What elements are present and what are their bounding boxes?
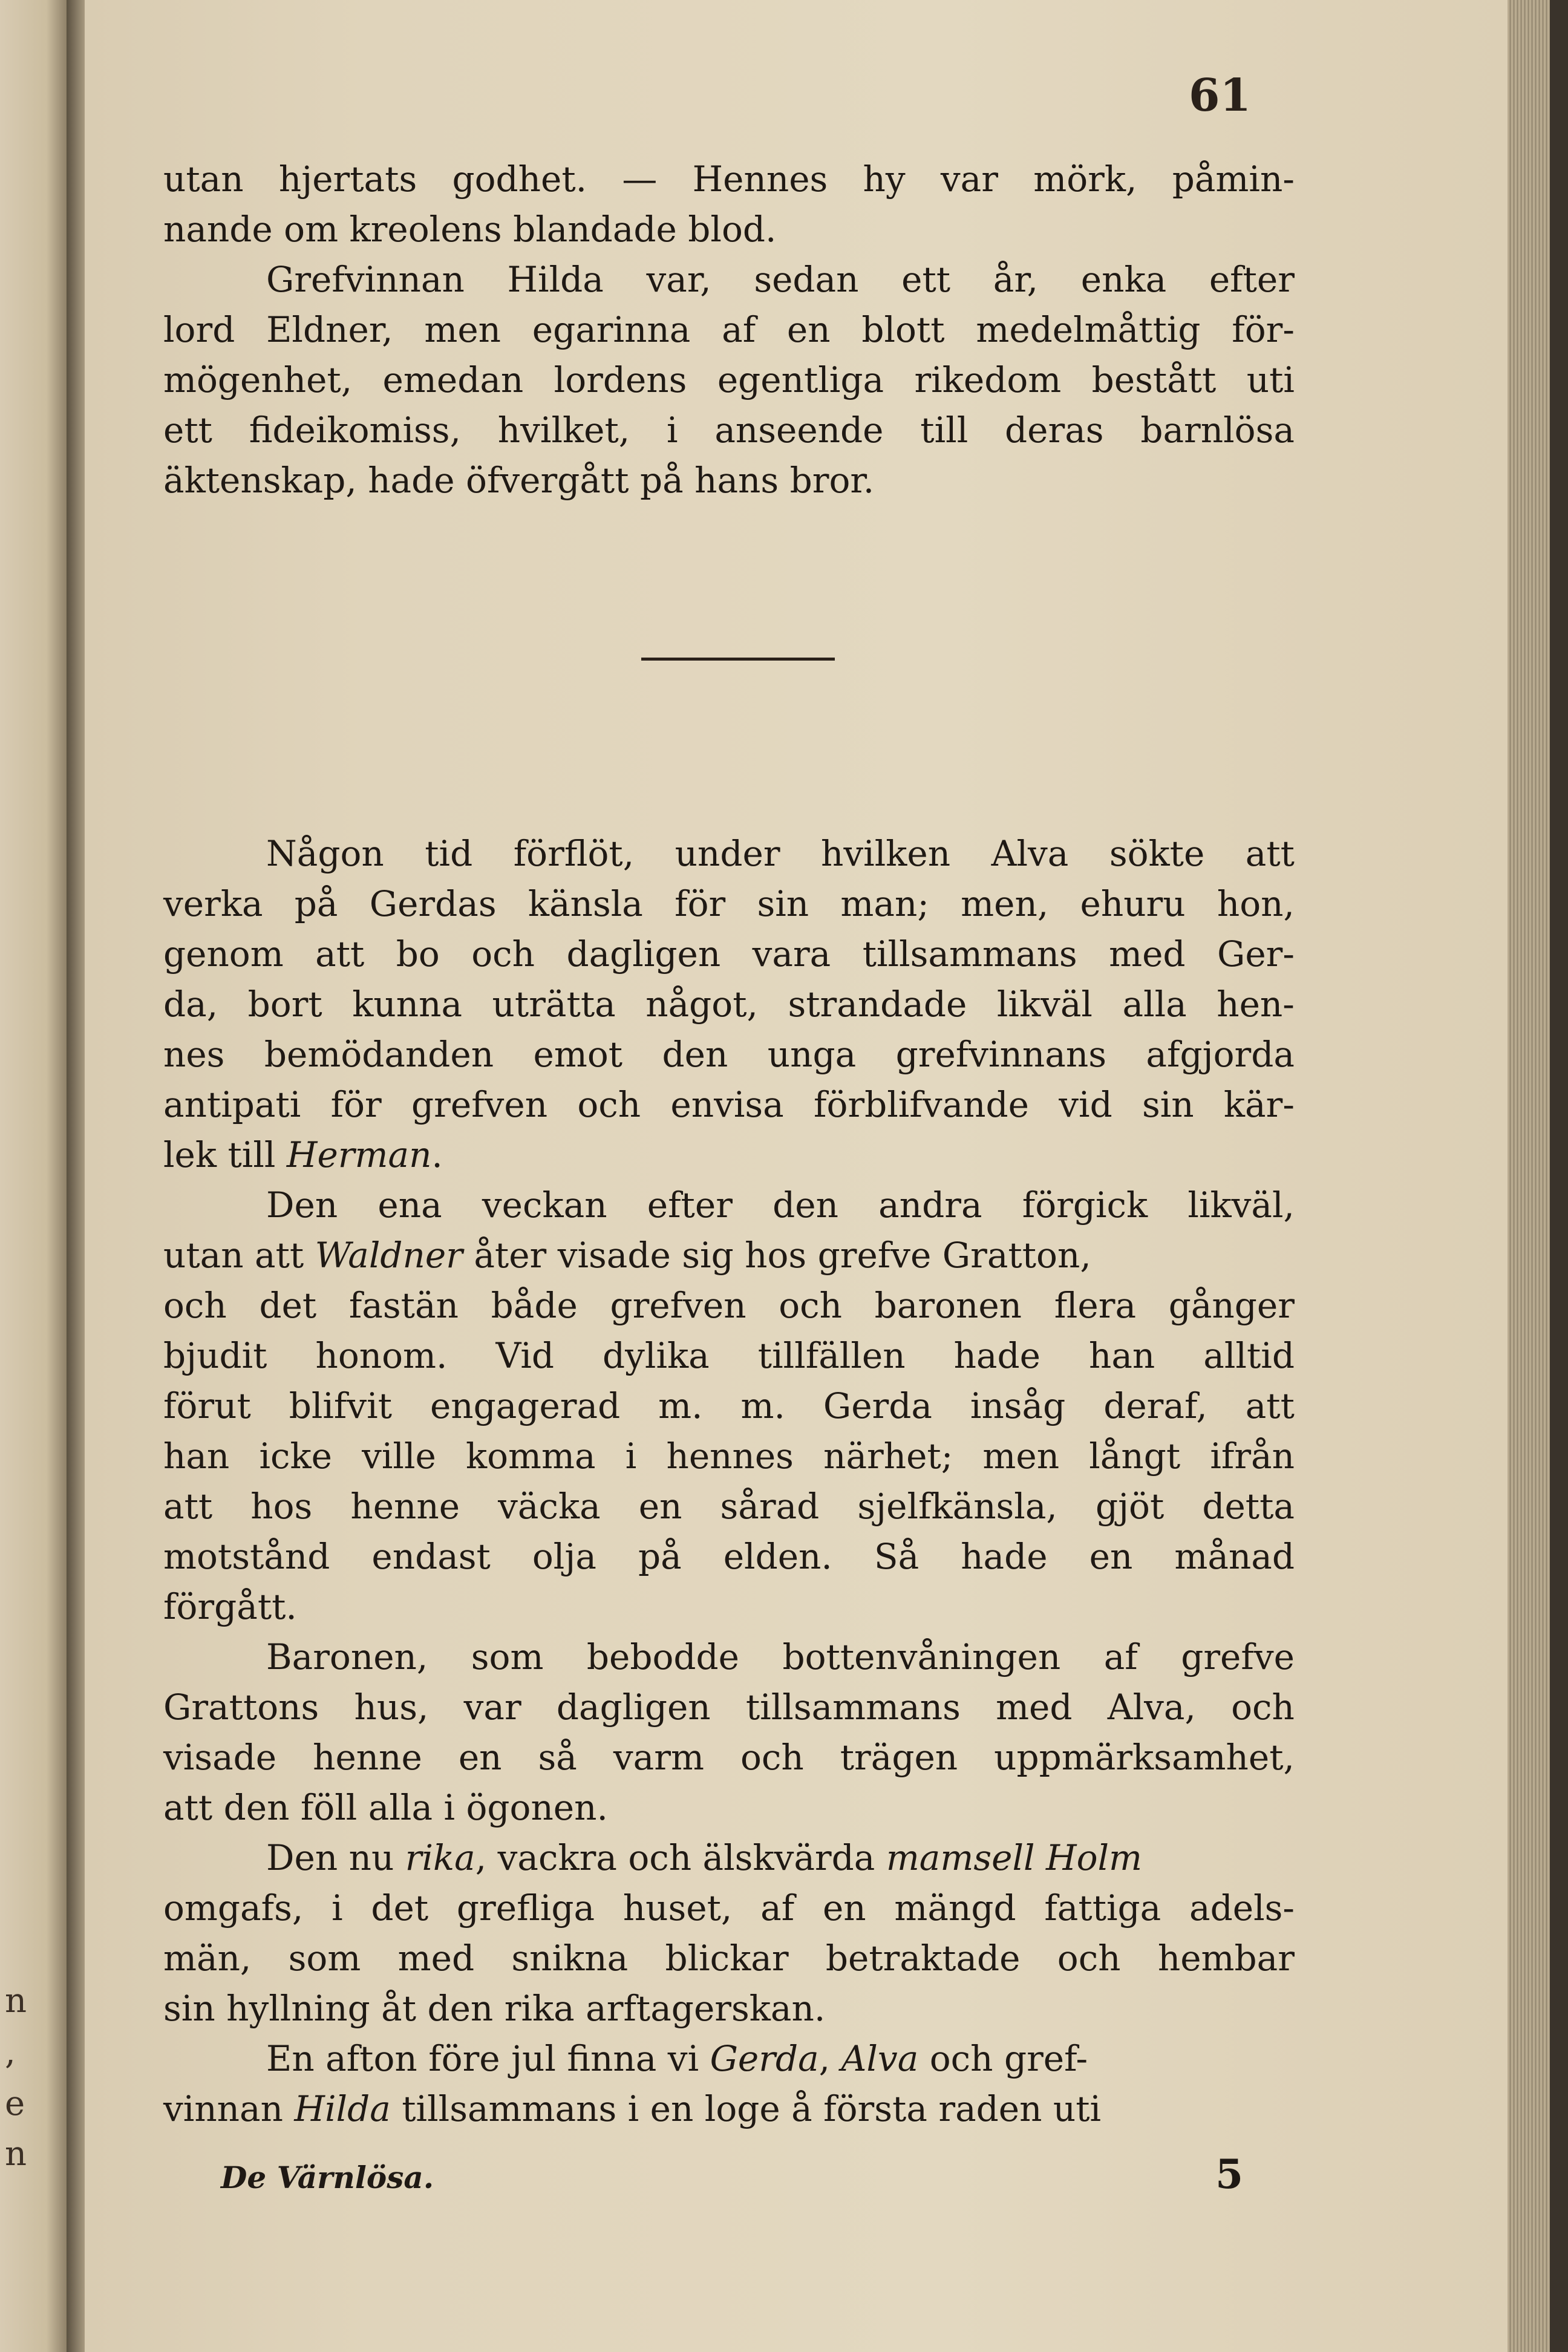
word: grefliga [456, 1887, 595, 1929]
word: endast [371, 1536, 491, 1577]
word: hvilken [821, 833, 951, 874]
word: fastän [348, 1285, 459, 1326]
word: tillsammans [862, 933, 1077, 975]
word: att [1245, 1385, 1295, 1426]
word: adels- [1189, 1887, 1295, 1929]
word: var, [646, 259, 711, 300]
text-line [163, 929, 1295, 979]
word: känsla [528, 883, 643, 924]
word: Eldner, [266, 309, 393, 350]
word: hvilket, [497, 410, 630, 451]
word: likväl [996, 984, 1093, 1025]
word: lord [163, 309, 235, 350]
word: snikna [511, 1938, 629, 1979]
word: att [1245, 833, 1295, 874]
word: men [982, 1436, 1060, 1477]
word: närhet; [823, 1436, 953, 1477]
word: på [638, 1536, 682, 1577]
word: att [315, 933, 365, 975]
page-footer [221, 2151, 1249, 2198]
word: Gerda [823, 1385, 932, 1426]
word: antipati [163, 1084, 301, 1125]
text-line [163, 405, 1295, 456]
word: andra [878, 1184, 982, 1226]
word: Vid [495, 1335, 555, 1376]
word: grefven [411, 1084, 548, 1125]
text-line [163, 154, 1295, 204]
word: mängd [894, 1887, 1016, 1929]
word: af [722, 309, 756, 350]
text-line: äktenskap, hade öfvergått på hans bror. [163, 460, 875, 501]
text-line [163, 1883, 1295, 1933]
text-line: förgått. [163, 1586, 297, 1627]
text-line [163, 1632, 1295, 1682]
word: visade [163, 1737, 277, 1778]
word: men, [961, 883, 1049, 924]
word: Så [874, 1536, 920, 1577]
word: dagligen [556, 1687, 711, 1728]
word: bestått [1091, 359, 1217, 400]
word: blott [861, 309, 945, 350]
word: enka [1080, 259, 1167, 300]
word: ehuru [1080, 883, 1186, 924]
word: anseende [714, 410, 884, 451]
word: bo [396, 933, 440, 975]
word: tillsammans [745, 1687, 961, 1728]
text-line [163, 829, 1295, 879]
word: Den [266, 1184, 338, 1226]
word: bort [247, 984, 322, 1025]
word: emedan [382, 359, 524, 400]
word: år, [993, 259, 1039, 300]
text-line [163, 1030, 1295, 1080]
word: strandade [788, 984, 967, 1025]
word-rika: rika [405, 1837, 475, 1878]
word: en [822, 1887, 866, 1929]
text-line: sin hyllning åt den rika arftagerskan. [163, 1988, 826, 2029]
signature-mark: 5 [1215, 2151, 1243, 2198]
word: så [538, 1737, 577, 1778]
word: kär- [1223, 1084, 1295, 1125]
word: godhet. [452, 158, 587, 200]
word: att [163, 1486, 213, 1527]
word: ifrån [1210, 1436, 1295, 1477]
word: och [740, 1737, 804, 1778]
word: på [294, 883, 338, 924]
margin-fragment: e [5, 2084, 25, 2123]
word: henne [350, 1486, 460, 1527]
word: en [638, 1486, 682, 1527]
word: ville [362, 1436, 436, 1477]
section-divider [641, 658, 835, 661]
word: som [471, 1636, 544, 1677]
word: uppmärksamhet, [994, 1737, 1295, 1778]
text-line [163, 1682, 1295, 1733]
text-line: att den föll alla i ögonen. [163, 1787, 608, 1828]
name-mamsell-holm: mamsell Holm [886, 1837, 1143, 1878]
text-line [163, 1080, 1295, 1130]
word: — [622, 158, 658, 200]
text-line [163, 1331, 1295, 1381]
word: med [1109, 933, 1186, 975]
word: komma [465, 1436, 596, 1477]
word: i [332, 1887, 343, 1929]
word: alla [1122, 984, 1187, 1025]
word: och [471, 933, 535, 975]
word: flera [1054, 1285, 1137, 1326]
word: män, [163, 1938, 252, 1979]
word: emot [533, 1034, 623, 1075]
word: egarinna [532, 309, 691, 350]
name-alva: Alva [841, 2038, 919, 2079]
word: han [163, 1436, 230, 1477]
word: i [625, 1436, 637, 1477]
word: nes [163, 1034, 225, 1075]
word: blickar [665, 1938, 789, 1979]
word: vara [752, 933, 831, 975]
word: fideikomiss, [249, 410, 461, 451]
word: den [773, 1184, 838, 1226]
name-herman: Herman [286, 1134, 432, 1175]
word: alltid [1203, 1335, 1295, 1376]
text-line [163, 1381, 1295, 1431]
word: sjelfkänsla, [857, 1486, 1057, 1527]
word: han [1088, 1335, 1155, 1376]
text-line [163, 1733, 1295, 1783]
word: ett [163, 410, 212, 451]
word: hembar [1157, 1938, 1295, 1979]
word: månad [1174, 1536, 1295, 1577]
word: rikedom [914, 359, 1062, 400]
word: under [675, 833, 780, 874]
word: sökte [1109, 833, 1205, 874]
word: både [491, 1285, 578, 1326]
word: verka [163, 883, 263, 924]
word: förflöt, [513, 833, 635, 874]
word: ett [901, 259, 951, 300]
word: grefven [610, 1285, 746, 1326]
word: vid [1059, 1084, 1112, 1125]
word: af [1103, 1636, 1138, 1677]
text-line: nande om kreolens blandade blod. [163, 209, 777, 250]
word: olja [532, 1536, 596, 1577]
word: hennes [666, 1436, 794, 1477]
running-footer-title: De Värnlösa. [221, 2160, 434, 2195]
text-block-top [163, 154, 1295, 506]
word: påmin- [1172, 158, 1295, 200]
word: icke [259, 1436, 332, 1477]
word: huset, [622, 1887, 733, 1929]
word: m. [658, 1385, 703, 1426]
word: dagligen [566, 933, 721, 975]
text-line: vinnan Hilda tillsammans i en loge å första raden uti [163, 2084, 1295, 2134]
word: var [463, 1687, 521, 1728]
word: och [779, 1285, 842, 1326]
word: bebodde [586, 1636, 740, 1677]
text-line [163, 1481, 1295, 1532]
word: ena [377, 1184, 442, 1226]
word: deraf, [1103, 1385, 1207, 1426]
word: hade [953, 1335, 1040, 1376]
word: väcka [498, 1486, 601, 1527]
word: Grefvinnan [266, 259, 465, 300]
word: Hennes [692, 158, 828, 200]
word: bottenvåningen [782, 1636, 1061, 1677]
word: tillfällen [757, 1335, 906, 1376]
word: en [458, 1737, 502, 1778]
word: förgick [1022, 1184, 1148, 1226]
word: i [667, 410, 678, 451]
word: en [1089, 1536, 1133, 1577]
name-hilda: Hilda [294, 2088, 391, 2129]
word: engagerad [430, 1385, 621, 1426]
word: bemödanden [264, 1034, 494, 1075]
word: något, [645, 984, 758, 1025]
word: Hilda [507, 259, 604, 300]
word: af [760, 1887, 795, 1929]
word: Grattons [163, 1687, 319, 1728]
word: henne [313, 1737, 422, 1778]
word: omgafs, [163, 1887, 304, 1929]
word: efter [1209, 259, 1295, 300]
word: Baronen, [266, 1636, 428, 1677]
word: deras [1005, 410, 1104, 451]
word: sin [757, 883, 809, 924]
word: det [371, 1887, 429, 1929]
word: hy [863, 158, 906, 200]
word: trägen [840, 1737, 958, 1778]
word: gånger [1168, 1285, 1295, 1326]
word: bjudit [163, 1335, 267, 1376]
word: efter [647, 1184, 733, 1226]
word: hus, [354, 1687, 429, 1728]
text-line [163, 879, 1295, 929]
word: Alva [991, 833, 1069, 874]
word: genom [163, 933, 284, 975]
text-line: utan att Waldner åter visade sig hos grefve Gratton, [163, 1230, 1295, 1281]
word: för- [1232, 309, 1295, 350]
word: och [577, 1084, 641, 1125]
word: uträtta [492, 984, 616, 1025]
word: grefve [1181, 1636, 1295, 1677]
word: honom. [315, 1335, 448, 1376]
word: uti [1246, 359, 1295, 400]
word: hjertats [278, 158, 417, 200]
word: en [786, 309, 831, 350]
word: elden. [723, 1536, 832, 1577]
word: sårad [720, 1486, 820, 1527]
word: insåg [970, 1385, 1066, 1426]
word: likväl, [1187, 1184, 1295, 1226]
name-waldner: Waldner [315, 1235, 463, 1276]
word: da, [163, 984, 218, 1025]
text-line: Den nu rika, vackra och älskvärda mamsell Holm [163, 1833, 1295, 1883]
page-block-edge [1508, 0, 1568, 2352]
text-line [163, 355, 1295, 405]
word: blifvit [289, 1385, 393, 1426]
text-line [163, 1933, 1295, 1984]
text-line: En afton före jul finna vi Gerda, Alva och gref- [163, 2034, 1295, 2084]
word: m. [740, 1385, 785, 1426]
name-gerda: Gerda [710, 2038, 819, 2079]
word: långt [1089, 1436, 1181, 1477]
word: fattiga [1044, 1887, 1161, 1929]
word: för [675, 883, 726, 924]
text-line [163, 1281, 1295, 1331]
word: förblifvande [814, 1084, 1029, 1125]
word: envisa [670, 1084, 784, 1125]
text-block-main [163, 829, 1295, 2134]
word: motstånd [163, 1536, 330, 1577]
word: utan [163, 158, 244, 200]
word: sedan [754, 259, 859, 300]
word: kunna [352, 984, 463, 1025]
text-line [163, 1532, 1295, 1582]
word: men [424, 309, 501, 350]
word: man; [840, 883, 929, 924]
text-line: lek till Herman. [163, 1130, 1295, 1180]
facing-page-edge [0, 0, 67, 2352]
word: mögenhet, [163, 359, 353, 400]
word: Gerdas [369, 883, 497, 924]
word: för [330, 1084, 382, 1125]
word: med [397, 1938, 475, 1979]
word: Ger- [1217, 933, 1295, 975]
word: medelmåttig [976, 309, 1201, 350]
word: det [259, 1285, 317, 1326]
margin-fragment: n [5, 1981, 27, 2020]
word: och [1057, 1938, 1121, 1979]
word: Någon [266, 833, 384, 874]
word: gjöt [1095, 1486, 1165, 1527]
word: unga [767, 1034, 857, 1075]
text-line [163, 255, 1295, 305]
word: till [920, 410, 969, 451]
word: lordens [554, 359, 687, 400]
book-gutter [67, 0, 85, 2352]
margin-fragment: n [5, 2134, 27, 2174]
page-number: 61 [1189, 70, 1251, 122]
word: som [288, 1938, 361, 1979]
word: sin [1142, 1084, 1194, 1125]
text-line [163, 1180, 1295, 1230]
text-line [163, 305, 1295, 355]
word: mörk, [1033, 158, 1137, 200]
word: barnlösa [1140, 410, 1295, 451]
word: grefvinnans [895, 1034, 1106, 1075]
word: afgjorda [1146, 1034, 1295, 1075]
word: baronen [874, 1285, 1022, 1326]
word: hon, [1217, 883, 1295, 924]
word: och [1231, 1687, 1295, 1728]
margin-fragment: , [5, 2033, 16, 2072]
word: egentliga [717, 359, 884, 400]
word: med [996, 1687, 1073, 1728]
word: hen- [1217, 984, 1295, 1025]
word: veckan [482, 1184, 607, 1226]
word: dylika [603, 1335, 710, 1376]
word: tid [425, 833, 473, 874]
word: detta [1202, 1486, 1295, 1527]
word: förut [163, 1385, 251, 1426]
word: Alva, [1107, 1687, 1196, 1728]
word: hade [961, 1536, 1048, 1577]
text-line [163, 1431, 1295, 1481]
word: hos [250, 1486, 313, 1527]
text-line [163, 979, 1295, 1030]
word: varm [613, 1737, 704, 1778]
word: var [940, 158, 998, 200]
word: och [163, 1285, 227, 1326]
word: den [662, 1034, 728, 1075]
word: betraktade [825, 1938, 1021, 1979]
